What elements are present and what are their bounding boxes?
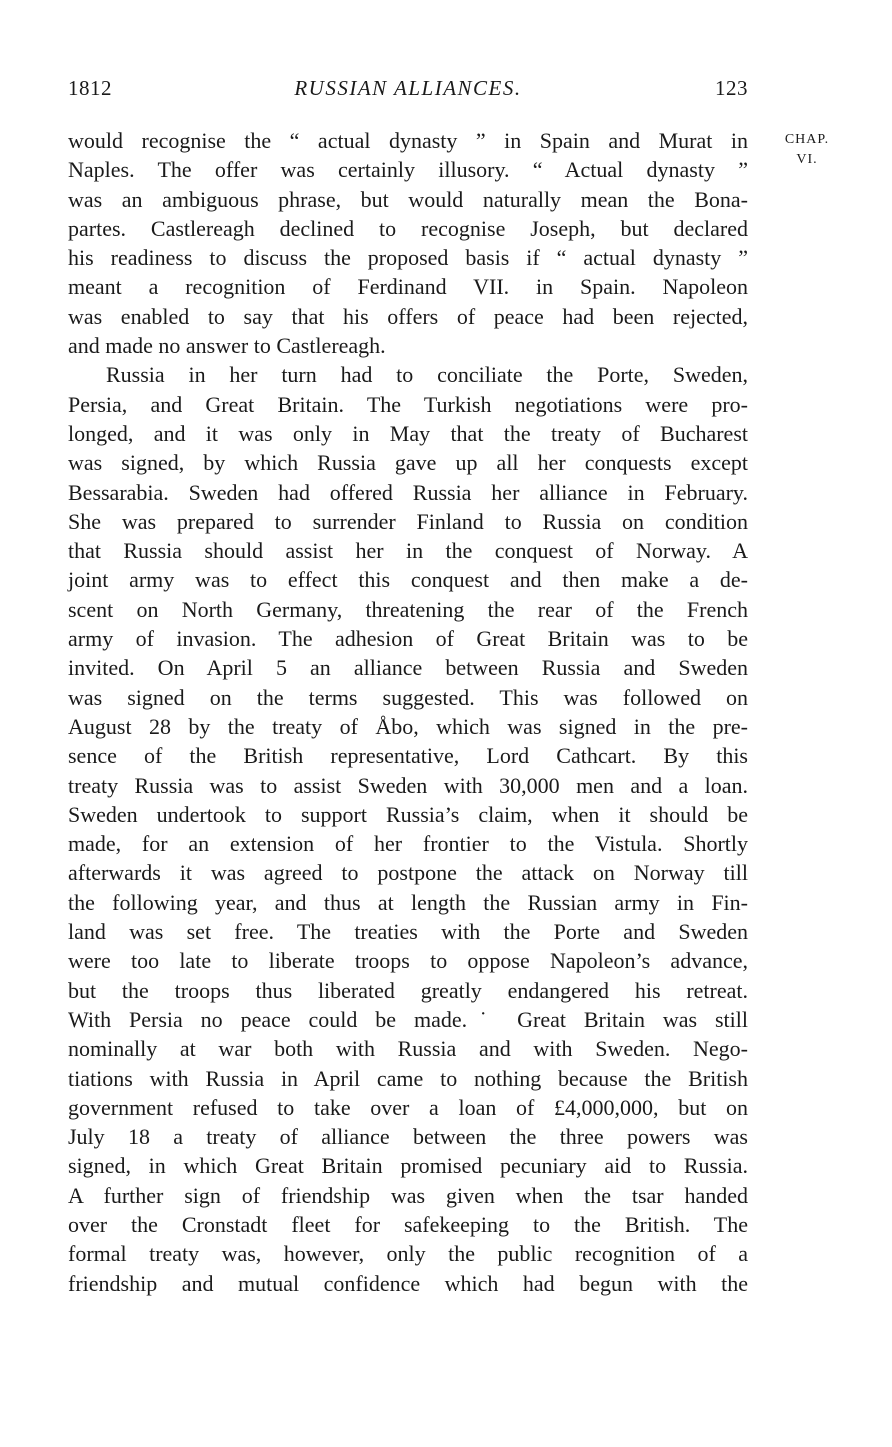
- text-line: was signed on the terms suggested. This was followed on: [68, 684, 748, 710]
- paragraph-start-line: Russia in her turn had to conciliate the Porte, Sweden,: [106, 362, 748, 388]
- text-line: was signed, by which Russia gave up all her conquests except: [68, 450, 748, 476]
- text-line: land was set free. The treaties with the Porte and Sweden: [68, 919, 748, 945]
- chapter-margin-note: [772, 130, 842, 170]
- page-number: 123: [715, 76, 748, 100]
- header-title: RUSSIAN ALLIANCES.: [294, 76, 522, 100]
- text-line: the following year, and thus at length the Russian army in Fin-: [68, 889, 748, 915]
- text-line: scent on North Germany, threatening the rear of the French: [68, 596, 748, 622]
- text-line: made, for an extension of her frontier to the Vistula. Shortly: [68, 831, 748, 857]
- text-line: Sweden undertook to support Russia’s claim, when it should be: [68, 801, 748, 827]
- header-year: 1812: [68, 76, 112, 100]
- text-line: formal treaty was, however, only the public recognition of a: [68, 1241, 748, 1267]
- text-line: afterwards it was agreed to postpone the attack on Norway till: [68, 860, 748, 886]
- running-head: [68, 76, 748, 106]
- paragraph-end-line: and made no answer to Castlereagh.: [68, 333, 386, 359]
- text-line: were too late to liberate troops to oppose Napoleon’s advance,: [68, 948, 748, 974]
- text-line: his readiness to discuss the proposed basis if “ actual dynasty ”: [68, 245, 748, 271]
- text-line: tiations with Russia in April came to nothing because the British: [68, 1065, 748, 1091]
- text-line: meant a recognition of Ferdinand VII. in Spain. Napoleon: [68, 274, 748, 300]
- text-line: would recognise the “ actual dynasty ” in Spain and Murat in: [68, 128, 748, 153]
- text-line: was enabled to say that his offers of peace had been rejected,: [68, 303, 748, 329]
- text-line: longed, and it was only in May that the treaty of Bucharest: [68, 420, 748, 446]
- text-line: army of invasion. The adhesion of Great Britain was to be: [68, 626, 748, 652]
- text-line: A further sign of friendship was given when the tsar handed: [68, 1182, 748, 1208]
- text-line: that Russia should assist her in the conquest of Norway. A: [68, 538, 748, 564]
- text-line: was an ambiguous phrase, but would naturally mean the Bona-: [68, 186, 748, 212]
- text-line: joint army was to effect this conquest and then make a de-: [68, 567, 748, 593]
- text-line: but the troops thus liberated greatly endangered his retreat.: [68, 977, 748, 1003]
- text-line: July 18 a treaty of alliance between the three powers was: [68, 1124, 748, 1150]
- chapter-label: CHAP.: [784, 132, 830, 147]
- text-line: treaty Russia was to assist Sweden with 30,000 men and a loan.: [68, 772, 748, 798]
- text-line: With Persia no peace could be made.˙ Great Britain was still: [68, 1006, 748, 1032]
- text-line: Persia, and Great Britain. The Turkish negotiations were pro-: [68, 391, 748, 417]
- text-line: government refused to take over a loan of £4,000,000, but on: [68, 1094, 748, 1120]
- text-line: invited. On April 5 an alliance between Russia and Sweden: [68, 655, 748, 681]
- body-text: [68, 126, 748, 1298]
- text-line: friendship and mutual confidence which had begun with the: [68, 1270, 748, 1296]
- chapter-number: VI.: [796, 152, 818, 167]
- text-line: signed, in which Great Britain promised pecuniary aid to Russia.: [68, 1153, 748, 1179]
- text-line: She was prepared to surrender Finland to Russia on condition: [68, 508, 748, 534]
- text-line: over the Cronstadt fleet for safekeeping to the British. The: [68, 1211, 748, 1237]
- text-line: Naples. The offer was certainly illusory. “ Actual dynasty ”: [68, 157, 748, 183]
- text-line: sence of the British representative, Lord Cathcart. By this: [68, 743, 748, 769]
- text-line: partes. Castlereagh declined to recognise Joseph, but declared: [68, 215, 748, 241]
- text-line: nominally at war both with Russia and with Sweden. Nego-: [68, 1036, 748, 1062]
- text-line: August 28 by the treaty of Åbo, which was signed in the pre-: [68, 713, 748, 739]
- text-line: Bessarabia. Sweden had offered Russia her alliance in February.: [68, 479, 748, 505]
